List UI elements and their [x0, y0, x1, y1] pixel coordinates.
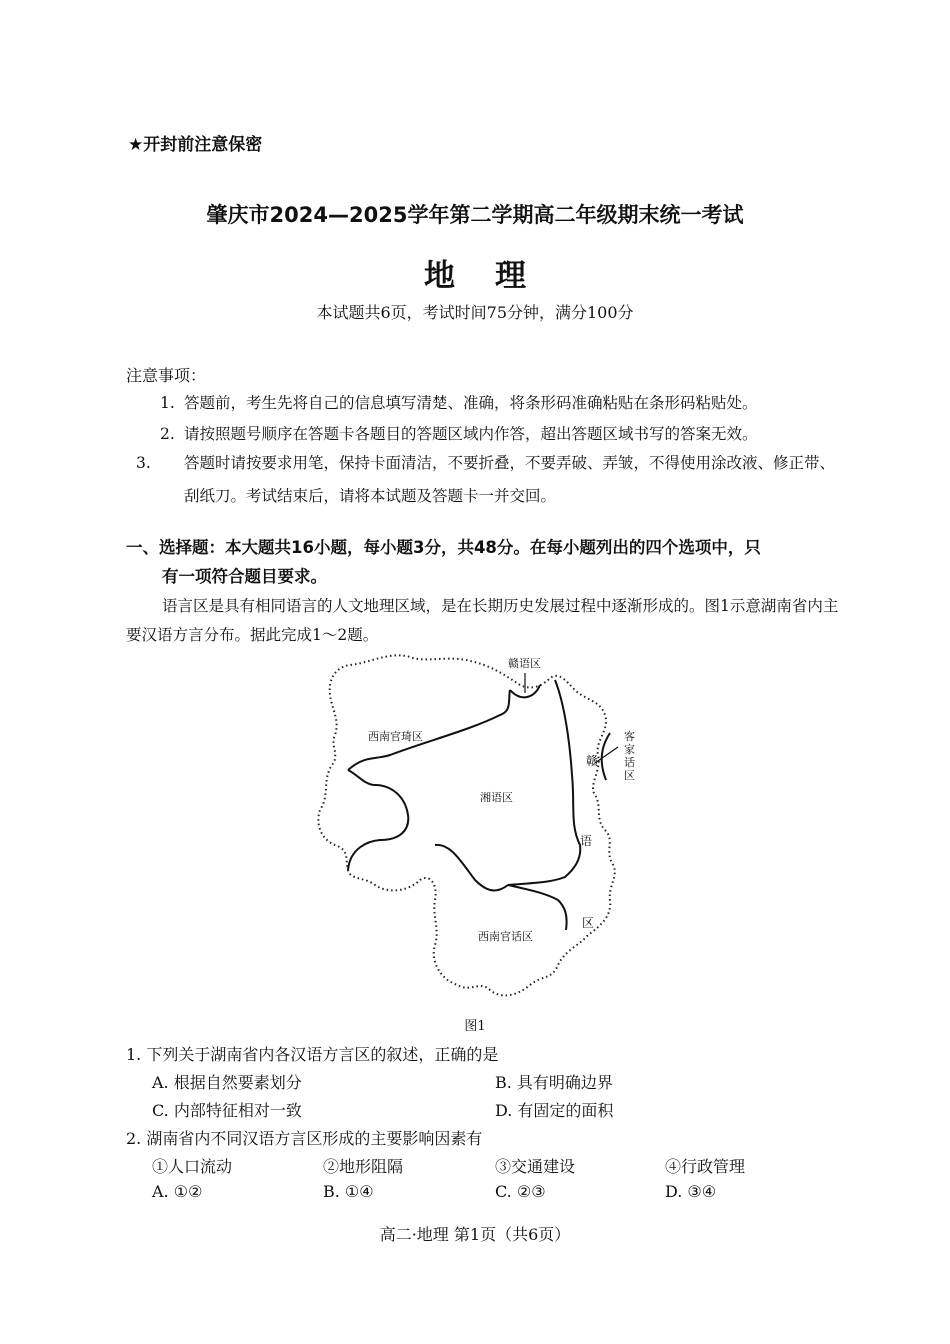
option-a: A. 根据自然要素划分 [152, 1073, 302, 1092]
boundary-xiang-east [508, 680, 580, 885]
label-xiang: 湘语区 [480, 791, 513, 804]
option-d: D. 有固定的面积 [495, 1101, 614, 1120]
province-boundary [318, 655, 614, 995]
notice-number: 2. [160, 425, 175, 443]
boundary-xiang-south [435, 845, 508, 891]
factor-item: ③交通建设 [495, 1157, 576, 1176]
notice-text: 答题时请按要求用笔，保持卡面清洁，不要折叠，不要弄破、弄皱，不得使用涂改液、修正带、刮纸刀。考试结束后，请将本试题及答题卡一并交回。 [184, 454, 836, 505]
notice-text: 请按照题号顺序在答题卡各题目的答题区域内作答，超出答题区域书写的答案无效。 [184, 425, 758, 443]
dialect-map [290, 645, 660, 1015]
boundary-gan-south [508, 885, 567, 930]
notice-number: 3. [136, 454, 151, 472]
exam-info: 本试题共6页，考试时间75分钟，满分100分 [316, 303, 634, 322]
notice-text: 答题前，考生先将自己的信息填写清楚、准确，将条形码准确粘贴在条形码粘贴处。 [184, 394, 758, 412]
label-kejia-char4: 区 [624, 769, 635, 782]
section-heading [126, 533, 846, 591]
boundary-kejia [602, 733, 610, 780]
notice-item [160, 387, 850, 420]
boundary-xiang-west [348, 770, 408, 870]
section-heading-line1: 一、选择题：本大题共16小题，每小题3分，共48分。在每小题列出的四个选项中，只 [126, 538, 761, 557]
kejia-pointer [595, 747, 618, 763]
label-xinan-north: 西南官琦区 [368, 730, 423, 743]
page-footer: 高二·地理 第1页（共6页） [379, 1225, 571, 1244]
label-kejia-char3: 话 [624, 756, 635, 769]
label-kejia-char1: 客 [624, 730, 635, 743]
question-stem: 2. 湖南省内不同汉语方言区形成的主要影响因素有 [126, 1129, 483, 1148]
option-c: C. ②③ [495, 1182, 546, 1201]
label-gan-char2: 语 [580, 834, 593, 848]
option-b: B. 具有明确边界 [495, 1073, 613, 1092]
label-xinan-south: 西南官话区 [478, 930, 533, 943]
confidential-notice: ★开封前注意保密 [128, 135, 263, 155]
figure-caption: 图1 [464, 1019, 486, 1034]
factor-item: ④行政管理 [665, 1157, 746, 1176]
label-gan-char1: 赣 [586, 754, 599, 768]
subject-title: 地理 [424, 258, 566, 294]
option-c: C. 内部特征相对一致 [152, 1101, 302, 1120]
label-kejia-char2: 家 [624, 743, 635, 756]
factor-item: ②地形阻隔 [323, 1157, 404, 1176]
notice-number: 1. [160, 394, 175, 412]
question-intro: 语言区是具有相同语言的人文地理区域，是在长期历史发展过程中逐渐形成的。图1示意湖南省内主要汉语方言分布。据此完成1～2题。 [126, 597, 839, 644]
notice-heading: 注意事项： [126, 366, 207, 385]
option-b: B. ①④ [323, 1182, 374, 1201]
factor-item: ①人口流动 [152, 1157, 233, 1176]
question-stem: 1. 下列关于湖南省内各汉语方言区的叙述，正确的是 [126, 1045, 499, 1064]
label-gan-top: 赣语区 [508, 657, 541, 670]
exam-title: 肇庆市2024—2025学年第二学期高二年级期末统一考试 [206, 203, 744, 227]
section-heading-line2: 有一项符合题目要求。 [162, 567, 327, 586]
notice-item [136, 447, 850, 513]
option-a: A. ①② [152, 1182, 203, 1201]
option-d: D. ③④ [665, 1182, 717, 1201]
label-gan-char3: 区 [582, 916, 595, 930]
